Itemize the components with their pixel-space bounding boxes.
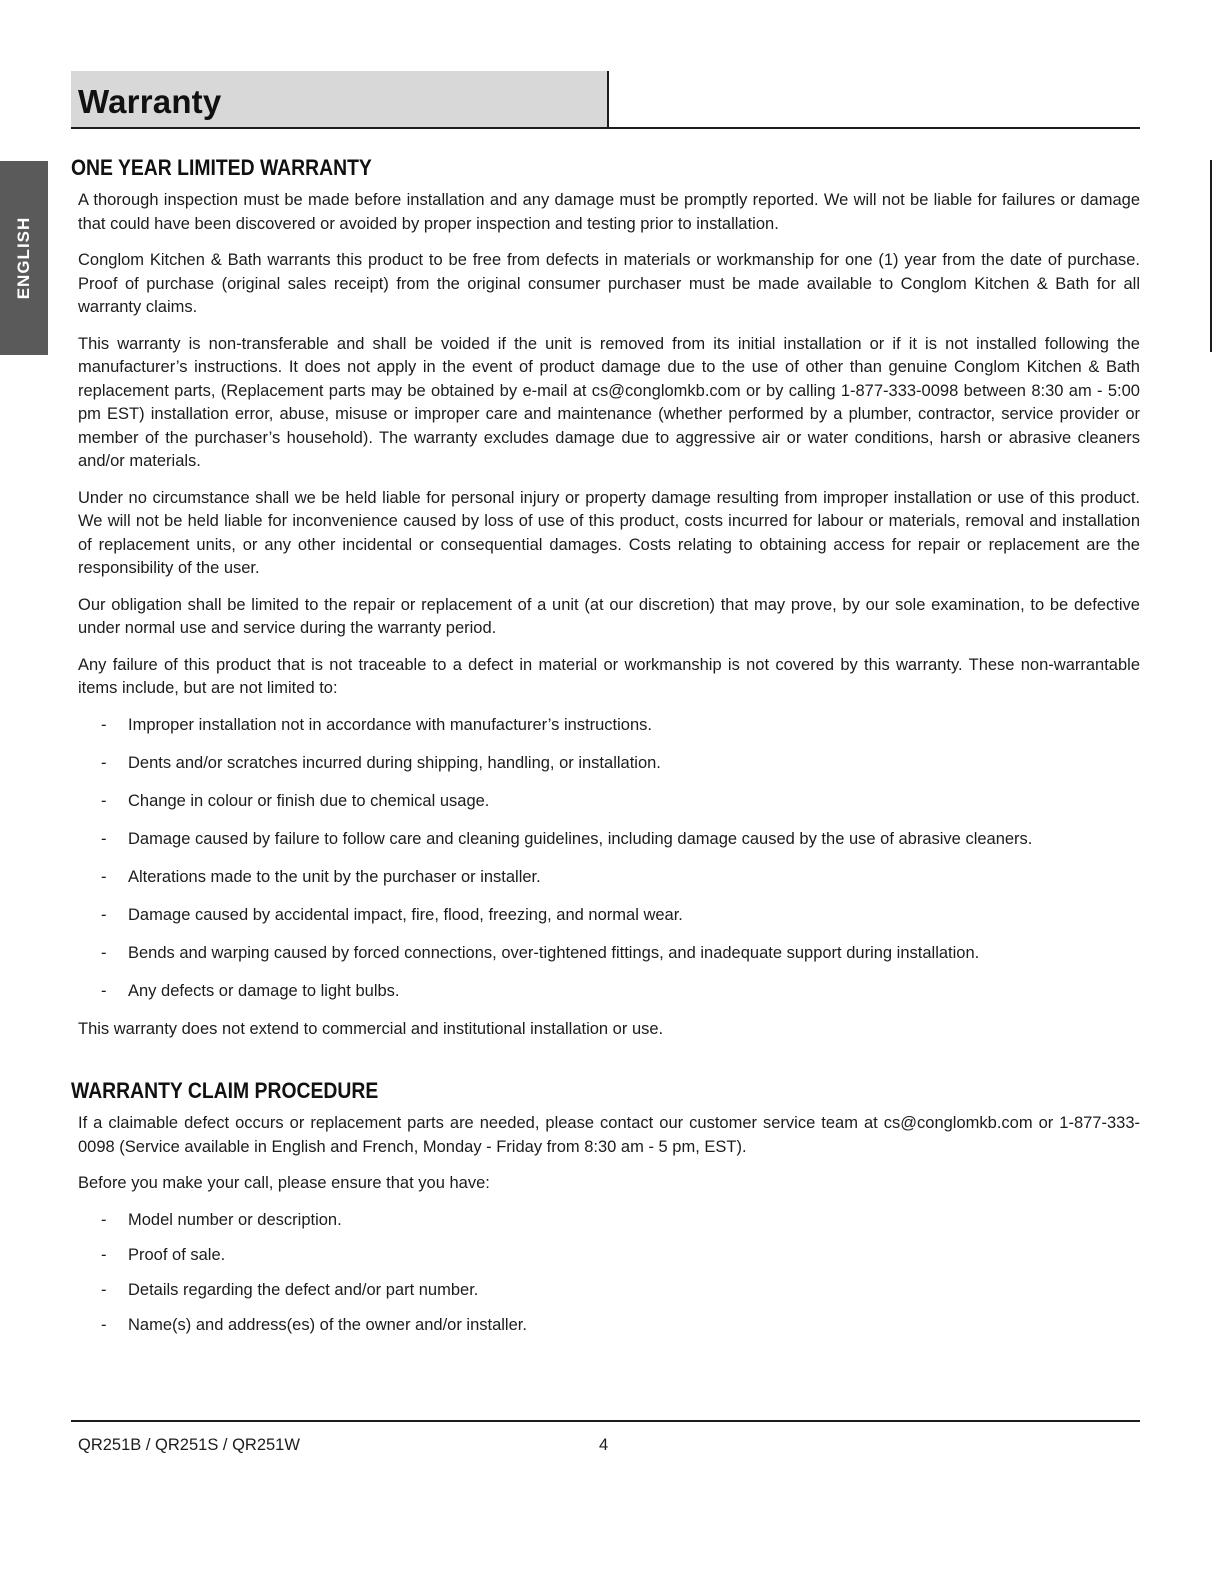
dash-bullet: - [101, 1210, 107, 1229]
dash-bullet: - [101, 905, 107, 924]
page-content [71, 155, 1140, 1349]
language-tab-label: ENGLISH [14, 216, 33, 300]
list-item-text: Bends and warping caused by forced connections, over-tightened fittings, and inadequate support during installation. [128, 943, 980, 962]
dash-bullet: - [101, 943, 107, 962]
list-item [71, 828, 1140, 851]
footer-model-numbers: QR251B / QR251S / QR251W [78, 1436, 300, 1454]
dash-bullet: - [101, 1280, 107, 1299]
list-item [71, 1314, 1140, 1337]
list-item-text: Details regarding the defect and/or part number. [128, 1280, 479, 1299]
list-item-text: Proof of sale. [128, 1245, 226, 1264]
list-item [71, 980, 1140, 1003]
dash-bullet: - [101, 1315, 107, 1334]
page-number: 4 [599, 1436, 609, 1454]
dash-bullet: - [101, 867, 107, 886]
list-item-text: Change in colour or finish due to chemical usage. [128, 791, 490, 810]
language-tab [0, 161, 48, 355]
list-item-text: Alterations made to the unit by the purchaser or installer. [128, 867, 541, 886]
warranty-paragraph: A thorough inspection must be made before installation and any damage must be promptly reported. We will not be liable for failures or damage that could have been discovered or avoided by proper inspection and testing prior to installation. [78, 191, 1140, 233]
footer-divider [71, 1420, 1140, 1422]
list-item [71, 1244, 1140, 1267]
dash-bullet: - [101, 753, 107, 772]
dash-bullet: - [101, 981, 107, 1000]
warranty-paragraph: Our obligation shall be limited to the repair or replacement of a unit (at our discretion) that may prove, by our sole examination, to be defective under normal use and service during the warranty period. [78, 595, 1140, 637]
warranty-closing: This warranty does not extend to commercial and institutional installation or use. [78, 1019, 664, 1038]
claim-paragraph: If a claimable defect occurs or replacement parts are needed, please contact our customer service team at cs@conglomkb.com or 1-877-333-0098 (Service available in English and French, Monday - Friday from 8:30 am - 5 pm, EST). [78, 1114, 1140, 1156]
list-item-text: Damage caused by failure to follow care and cleaning guidelines, including damage caused by the use of abrasive cleaners. [128, 829, 1033, 848]
page-title: Warranty [78, 83, 222, 120]
list-item [71, 714, 1140, 737]
warranty-paragraph: Any failure of this product that is not traceable to a defect in material or workmanship is not covered by this warranty. These non-warrantable items include, but are not limited to: [78, 655, 1140, 697]
list-item-text: Any defects or damage to light bulbs. [128, 981, 400, 1000]
list-item [71, 1209, 1140, 1232]
list-item-text: Dents and/or scratches incurred during shipping, handling, or installation. [128, 753, 661, 772]
list-item [71, 866, 1140, 889]
header-title-box [71, 71, 609, 127]
list-item-text: Damage caused by accidental impact, fire, flood, freezing, and normal wear. [128, 905, 683, 924]
list-item [71, 1279, 1140, 1302]
warranty-paragraph: Under no circumstance shall we be held liable for personal injury or property damage resulting from improper installation or use of this product. We will not be held liable for inconvenience caused by loss of use of this product, costs incurred for labour or materials, removal and installation of replacement units, or any other incidental or consequential damages. Costs relating to obtaining access for repair or replacement are the responsibility of the user. [78, 488, 1140, 577]
claim-checklist [71, 1209, 1140, 1337]
dash-bullet: - [101, 829, 107, 848]
warranty-paragraph: Conglom Kitchen & Bath warrants this product to be free from defects in materials or workmanship for one (1) year from the date of purchase. Proof of purchase (original sales receipt) from the original consumer purchaser must be made available to Conglom Kitchen & Bath for all warranty claims. [78, 251, 1140, 316]
claim-paragraph: Before you make your call, please ensure that you have: [78, 1174, 490, 1192]
list-item-text: Model number or description. [128, 1210, 342, 1229]
page-edge-marker [1210, 160, 1212, 352]
list-item [71, 790, 1140, 813]
list-item [71, 904, 1140, 927]
page-header [71, 71, 1140, 129]
dash-bullet: - [101, 1245, 107, 1264]
list-item-text: Improper installation not in accordance with manufacturer’s instructions. [128, 715, 652, 734]
dash-bullet: - [101, 791, 107, 810]
warranty-paragraph: This warranty is non-transferable and shall be voided if the unit is removed from its initial installation or if it is not installed following the manufacturer’s instructions. It does not apply in the event of product damage due to the use of other than genuine Conglom Kitchen & Bath replacement parts, (Replacement parts may be obtained by e-mail at cs@conglomkb.com or by calling 1-877-333-0098 between 8:30 am - 5:00 pm EST) installation error, abuse, misuse or improper care and maintenance (whether performed by a plumber, contractor, service provider or member of the purchaser’s household). The warranty excludes damage due to aggressive air or water conditions, harsh or abrasive cleaners and/or materials. [78, 334, 1140, 470]
list-item-text: Name(s) and address(es) of the owner and/or installer. [128, 1315, 527, 1334]
dash-bullet: - [101, 715, 107, 734]
list-item [71, 942, 1140, 965]
list-item [71, 752, 1140, 775]
claim-heading: WARRANTY CLAIM PROCEDURE [71, 1078, 379, 1103]
exclusion-list [71, 714, 1140, 1003]
warranty-heading: ONE YEAR LIMITED WARRANTY [71, 155, 372, 180]
